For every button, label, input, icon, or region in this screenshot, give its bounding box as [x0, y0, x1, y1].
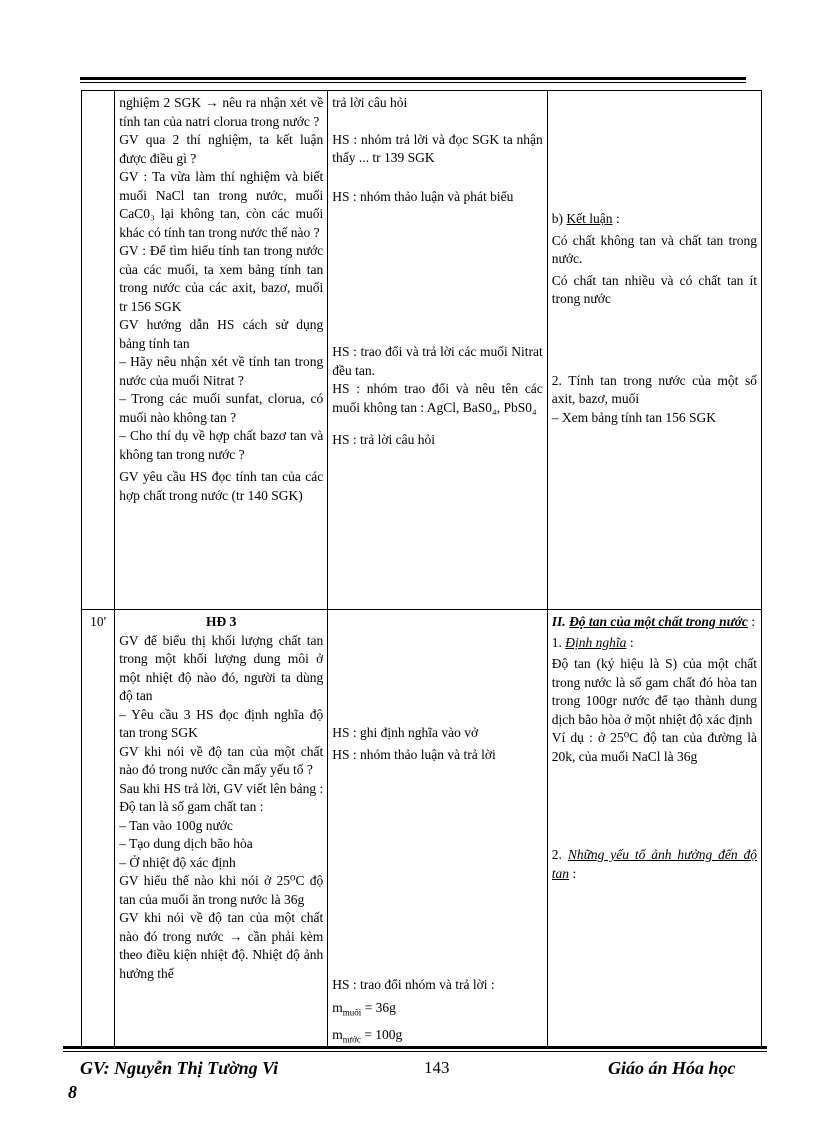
document-title: Giáo án Hóa học: [608, 1058, 736, 1078]
content-cell: [547, 91, 761, 610]
teacher-text: GV hiểu thế nào khi nói ở 25⁰C độ tan của muối ăn trong nước là 36g: [119, 873, 324, 907]
teacher-text: GV khi nói về độ tan của một chất nào đó trong nước → cần phải kèm theo điều kiện nhiệt độ. Nhiệt độ ảnh hưởng thế: [119, 910, 324, 981]
student-text: HS : nhóm thảo luận và phát biểu: [332, 188, 514, 204]
time-cell: [82, 91, 115, 610]
footer-rule-thin: [63, 1051, 767, 1052]
content-text: – Xem bảng tính tan 156 SGK: [551, 409, 717, 425]
table-row: [82, 610, 762, 1048]
student-activity-cell: [328, 91, 548, 610]
teacher-text: – Trong các muối sunfat, clorua, có muối nào không tan ?: [119, 391, 324, 425]
activity-heading: HĐ 3: [206, 614, 237, 629]
definition-text: Độ tan (ký hiệu là S) của một chất trong nước là số gam chất đó hòa tan trong 100gr nước để tạo thành dung dịch bão hòa ở một nhiệt độ xác định: [551, 656, 757, 727]
teacher-text: GV : Để tìm hiểu tính tan trong nước của các muối, ta xem bảng tính tan trong nước của các axit, bazơ, muối tr 156 SGK: [119, 243, 324, 314]
teacher-text: – Yêu cầu 3 HS đọc định nghĩa độ tan trong SGK: [119, 706, 324, 740]
section-heading: 2. Tính tan trong nước của một số axit, bazơ, muối: [551, 372, 757, 406]
teacher-name: GV: Nguyễn Thị Tường Vi: [80, 1058, 279, 1078]
teacher-activity-cell: [115, 91, 328, 610]
teacher-text: – Ở nhiệt độ xác định: [119, 854, 236, 870]
conclusion-text: Có chất không tan và chất tan trong nước.: [551, 232, 757, 266]
table-row: [82, 91, 762, 610]
student-activity-cell: [328, 610, 548, 1048]
student-text: HS : trao đổi và trả lời các muối Nitrat đều tan.: [332, 344, 543, 378]
section-heading: II. Độ tan của một chất trong nước :: [551, 614, 756, 629]
time-cell: 10': [82, 610, 115, 1048]
teacher-text: – Tạo dung dịch bão hòa: [119, 836, 253, 851]
page-number: 143: [424, 1058, 450, 1077]
teacher-text: nghiệm 2 SGK → nêu ra nhận xét về tính tan của natri clorua trong nước ?: [119, 95, 324, 129]
conclusion-text: Có chất tan nhiều và có chất tan ít trong nước: [551, 272, 757, 306]
student-text: HS : nhóm thảo luận và trả lời: [332, 746, 496, 762]
header-rule-thin: [80, 82, 746, 83]
student-text: HS : trả lời câu hỏi: [332, 432, 436, 447]
grade-number: 8: [68, 1082, 77, 1102]
teacher-text: Sau khi HS trả lời, GV viết lên bảng : Độ tan là số gam chất tan :: [119, 780, 324, 814]
teacher-text: GV khi nói về độ tan của một chất nào đó trong nước cần mấy yếu tố ?: [119, 743, 324, 777]
teacher-text: – Cho thí dụ về hợp chất bazơ tan và không tan trong nước ?: [119, 428, 324, 462]
student-text: HS : trao đổi nhóm và trả lời :: [332, 977, 495, 992]
subsection-heading: 1. Định nghĩa :: [551, 634, 634, 650]
mass-solute: $m_{muối} = 36g$: [332, 999, 396, 1018]
teacher-text: GV : Ta vừa làm thí nghiệm và biết muối NaCl tan trong nước, muối CaC0₃ lại không tan, còn các muối khác có tính tan trong nước thế nào ?: [119, 169, 324, 240]
student-text: trả lời câu hỏi: [332, 95, 408, 110]
lesson-table: [81, 90, 762, 1048]
mass-water: $m_{nước} = 100g$: [332, 1026, 403, 1045]
teacher-text: – Hãy nêu nhận xét về tính tan trong nước của muối Nitrat ?: [119, 354, 324, 388]
student-text: HS : nhóm trả lời và đọc SGK ta nhận thấy ... tr 139 SGK: [332, 131, 543, 165]
example-text: Ví dụ : ở 25⁰C độ tan của đường là 20k, của muối NaCl là 36g: [551, 730, 757, 764]
ket-luan-heading: b) Kết luận :: [551, 211, 620, 226]
teacher-text: GV qua 2 thí nghiệm, ta kết luận được điều gì ?: [119, 132, 324, 166]
teacher-text: GV để biểu thị khối lượng chất tan trong một khối lượng dung môi ở một nhiệt độ nào đó, người ta dùng độ tan: [119, 632, 324, 703]
student-text: HS : nhóm trao đổi và nêu tên các muối không tan : AgCl, BaS0₄, PbS0₄: [332, 381, 543, 415]
teacher-text: – Tan vào 100g nước: [119, 817, 233, 833]
subsection-heading: 2. Những yếu tố ảnh hưởng đến độ tan :: [551, 847, 757, 881]
student-text: HS : ghi định nghĩa vào vở: [332, 725, 479, 740]
header-rule-thick: [80, 77, 746, 80]
footer-rule-thick: [63, 1046, 767, 1049]
teacher-activity-cell: [115, 610, 328, 1048]
teacher-text: GV hướng dẫn HS cách sử dụng bảng tính tan: [119, 317, 324, 351]
teacher-text: GV yêu cầu HS đọc tính tan của các hợp chất trong nước (tr 140 SGK): [119, 469, 324, 503]
content-cell: [547, 610, 761, 1048]
